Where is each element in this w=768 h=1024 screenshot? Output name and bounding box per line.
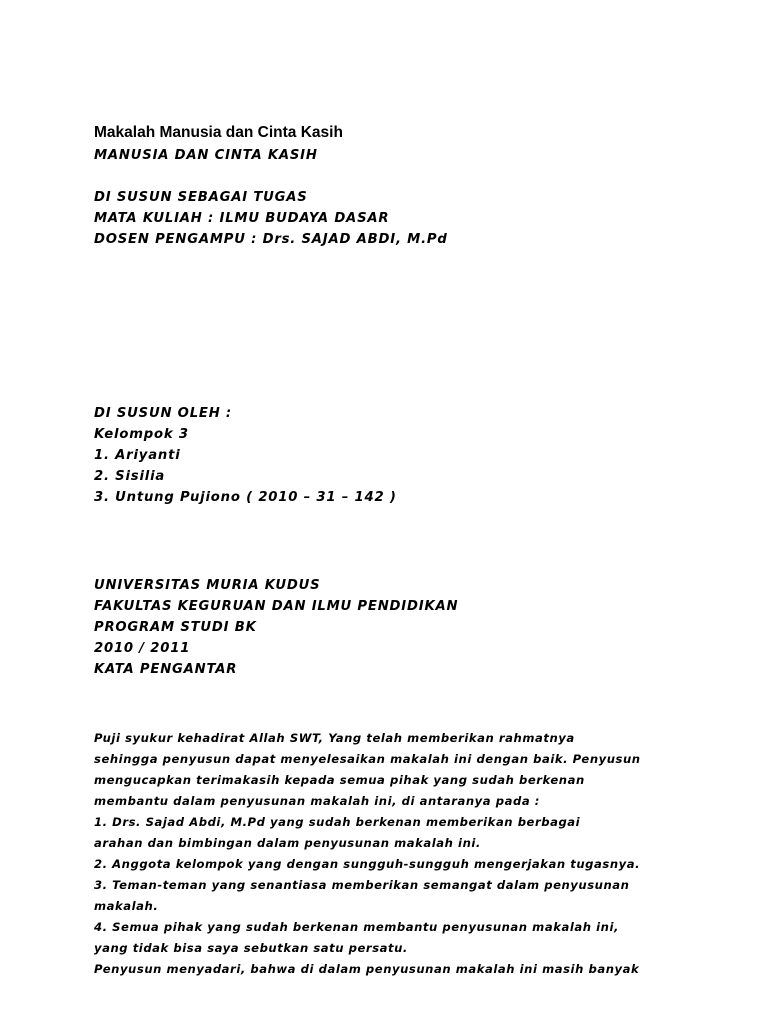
cover-assignment-line: DI SUSUN SEBAGAI TUGAS <box>94 190 308 205</box>
foreword-line: membantu dalam penyusunan makalah ini, di antaranya pada : <box>94 794 540 808</box>
foreword-line: 3. Teman-teman yang senantiasa memberikan semangat dalam penyusunan <box>94 878 630 892</box>
foreword-line: arahan dan bimbingan dalam penyusunan makalah ini. <box>94 836 481 850</box>
foreword-line: Puji syukur kehadirat Allah SWT, Yang telah memberikan rahmatnya <box>94 731 575 745</box>
study-program: PROGRAM STUDI BK <box>94 620 257 635</box>
cover-course-line: MATA KULIAH : ILMU BUDAYA DASAR <box>94 211 390 226</box>
author-item: 3. Untung Pujiono ( 2010 – 31 – 142 ) <box>94 490 397 505</box>
institution-block <box>94 575 458 680</box>
foreword-line: Penyusun menyadari, bahwa di dalam penyusunan makalah ini masih banyak <box>94 962 640 976</box>
document-title: Makalah Manusia dan Cinta Kasih <box>94 124 343 141</box>
foreword-line: 2. Anggota kelompok yang dengan sungguh-sungguh mengerjakan tugasnya. <box>94 857 641 871</box>
cover-main-title: MANUSIA DAN CINTA KASIH <box>94 148 318 163</box>
author-item: 1. Ariyanti <box>94 448 181 463</box>
foreword-line: yang tidak bisa saya sebutkan satu persatu. <box>94 941 408 955</box>
foreword-body <box>94 728 734 980</box>
university-name: UNIVERSITAS MURIA KUDUS <box>94 578 321 593</box>
foreword-heading: KATA PENGANTAR <box>94 662 238 677</box>
foreword-line: makalah. <box>94 899 159 913</box>
foreword-line: 1. Drs. Sajad Abdi, M.Pd yang sudah berkenan memberikan berbagai <box>94 815 581 829</box>
foreword-line: mengucapkan terimakasih kepada semua pihak yang sudah berkenan <box>94 773 585 787</box>
cover-top-block <box>94 145 448 250</box>
foreword-line: 4. Semua pihak yang sudah berkenan membantu penyusunan makalah ini, <box>94 920 619 934</box>
authors-heading: DI SUSUN OLEH : <box>94 406 233 421</box>
author-item: 2. Sisilia <box>94 469 166 484</box>
authors-block <box>94 403 397 508</box>
cover-lecturer-line: DOSEN PENGAMPU : Drs. SAJAD ABDI, M.Pd <box>94 232 448 247</box>
faculty-name: FAKULTAS KEGURUAN DAN ILMU PENDIDIKAN <box>94 599 459 614</box>
foreword-line: sehingga penyusun dapat menyelesaikan makalah ini dengan baik. Penyusun <box>94 752 641 766</box>
cover-spacer-line <box>94 166 448 187</box>
academic-year: 2010 / 2011 <box>94 641 191 656</box>
group-label: Kelompok 3 <box>94 427 189 442</box>
